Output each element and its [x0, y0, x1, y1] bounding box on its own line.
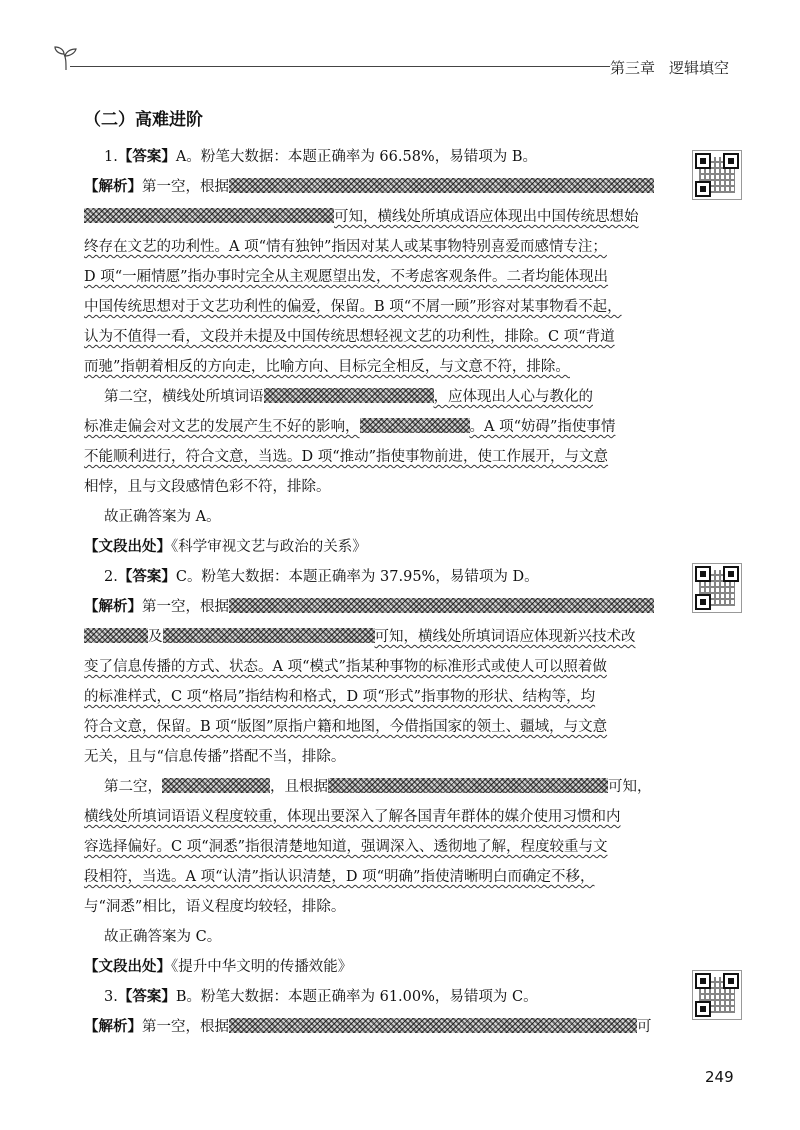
text: 可知，横线处所填成语应体现出中国传统思想始 [334, 209, 639, 225]
answer-tag: 【答案】 [117, 989, 176, 1005]
text: 的标准样式，C 项“格局”指结构和格式，D 项“形式”指事物的形状、结构等，均 [84, 689, 596, 705]
source-title: 《提升中华文明的传播效能》 [171, 959, 353, 975]
q1-answer-text: A。粉笔大数据：本题正确率为 66.58%，易错项为 B。 [175, 149, 537, 165]
redacted-text [229, 598, 654, 613]
source-tag: 【文段出处】 [84, 959, 171, 975]
q3-answer-line [84, 982, 660, 1012]
chapter-title: 逻辑填空 [669, 59, 730, 77]
text: D 项“一厢情愿”指办事时完全从主观愿望出发，不考虑客观条件。二者均能体现出 [84, 269, 609, 285]
redacted-text [84, 628, 148, 643]
source-title: 《科学审视文艺与政治的关系》 [171, 539, 367, 555]
q1-analysis-line [84, 172, 660, 202]
text-line [84, 652, 660, 682]
qr-finder [723, 566, 739, 582]
text: 变了信息传播的方式、状态。A 项“模式”指某种事物的标准形式或使人可以照着做 [84, 659, 607, 675]
text: 符合文意，保留。B 项“版图”原指户籍和地图，今借指国家的领土、疆域，与文意 [84, 719, 608, 735]
running-header [610, 57, 743, 78]
text-line [84, 232, 660, 262]
analysis-tag: 【解析】 [84, 179, 142, 195]
text: 而驰”指朝着相反的方向走，比喻方向、目标完全相反，与文意不符，排除。 [84, 359, 570, 375]
text: 第一空，根据 [142, 599, 229, 615]
sprout-icon [52, 44, 80, 72]
section-title: （二）高难进阶 [84, 110, 203, 130]
text: 可知，横线处所填词语应体现新兴技术改 [374, 629, 636, 645]
chapter-number: 第三章 [610, 59, 656, 77]
q3-analysis-line [84, 1012, 660, 1042]
redacted-text [229, 1018, 637, 1033]
analysis-tag: 【解析】 [84, 1019, 142, 1035]
source-tag: 【文段出处】 [84, 539, 171, 555]
redacted-text [264, 388, 434, 403]
text-line [84, 382, 660, 412]
qr-code-q3[interactable] [692, 970, 742, 1020]
q2-analysis-line [84, 592, 660, 622]
text: 段相符，当选。A 项“认清”指认识清楚，D 项“明确”指使清晰明白而确定不移， [84, 869, 595, 885]
text: 中国传统思想对于文艺功利性的偏爱，保留。B 项“不屑一顾”形容对某事物看不起， [84, 299, 622, 315]
text: 不能顺利进行，符合文意，当选。D 项“推动”指使事物前进，使工作展开，与文意 [84, 449, 609, 465]
text: 与“洞悉”相比，语义程度均较轻，排除。 [84, 899, 346, 915]
text-line [84, 682, 660, 712]
answer-tag: 【答案】 [117, 569, 176, 585]
qr-code-q2[interactable] [692, 563, 742, 613]
text-line [84, 202, 660, 232]
q2-source-line [84, 952, 660, 982]
qr-finder [695, 153, 711, 169]
qr-finder [723, 153, 739, 169]
text-line [84, 262, 660, 292]
text: 无关，且与“信息传播”搭配不当，排除。 [84, 749, 346, 765]
text-line [84, 352, 660, 382]
header-rule [70, 66, 610, 67]
text: 标准走偏会对文艺的发展产生不好的影响， [84, 419, 360, 435]
text: 认为不值得一看，文段并未提及中国传统思想轻视文艺的功利性，排除。C 项“背道 [84, 329, 615, 345]
qr-finder [695, 1001, 711, 1017]
text-line [84, 472, 660, 502]
answer-explanations [84, 142, 660, 1042]
q2-answer-text: C。粉笔大数据：本题正确率为 37.95%，易错项为 D。 [175, 569, 539, 585]
q2-conclusion: 故正确答案为 C。 [104, 929, 222, 945]
text: ，应体现出人心与教化的 [433, 389, 593, 405]
text-line [84, 442, 660, 472]
text-line [84, 412, 660, 442]
redacted-text [328, 778, 608, 793]
analysis-tag: 【解析】 [84, 599, 142, 615]
text-line [84, 832, 660, 862]
qr-finder [695, 181, 711, 197]
q1-source-line [84, 532, 660, 562]
q1-number: 1. [104, 149, 118, 165]
text-line [84, 892, 660, 922]
text: 相悖，且与文段感情色彩不符，排除。 [84, 479, 331, 495]
qr-finder [695, 594, 711, 610]
text-line [84, 802, 660, 832]
text-line [84, 712, 660, 742]
text-line [84, 292, 660, 322]
text: 横线处所填词语语义程度较重，体现出要深入了解各国青年群体的媒介使用习惯和内 [84, 809, 621, 825]
page-number: 249 [705, 1068, 734, 1086]
text: 终存在文艺的功利性。A 项“情有独钟”指因对某人或某事物特别喜爱而感情专注； [84, 239, 607, 255]
q1-conclusion: 故正确答案为 A。 [104, 509, 221, 525]
q2-number: 2. [104, 569, 118, 585]
text: ，且根据 [270, 779, 328, 795]
qr-code-q1[interactable] [692, 150, 742, 200]
text-line [84, 322, 660, 352]
text: 第一空，根据 [142, 1019, 229, 1035]
qr-finder [695, 566, 711, 582]
redacted-text [360, 418, 470, 433]
text-line [84, 862, 660, 892]
text: 可 [637, 1019, 652, 1035]
qr-finder [695, 973, 711, 989]
qr-finder [723, 973, 739, 989]
text: 。A 项“妨碍”指使事情 [469, 419, 616, 435]
redacted-text [229, 178, 654, 193]
q3-answer-text: B。粉笔大数据：本题正确率为 61.00%，易错项为 C。 [175, 989, 538, 1005]
text: 可知， [608, 779, 652, 795]
q2-answer-line [84, 562, 660, 592]
q1-answer-line [84, 142, 660, 172]
text: 及 [148, 629, 163, 645]
redacted-text [163, 628, 375, 643]
text: 第二空，横线处所填词语 [104, 389, 264, 405]
redacted-text [162, 778, 270, 793]
text: 第二空， [104, 779, 162, 795]
q3-number: 3. [104, 989, 118, 1005]
redacted-text [84, 208, 334, 223]
text-line [84, 742, 660, 772]
answer-tag: 【答案】 [117, 149, 176, 165]
text: 容选择偏好。C 项“洞悉”指很清楚地知道，强调深入、透彻地了解，程度较重与文 [84, 839, 608, 855]
text: 第一空，根据 [142, 179, 229, 195]
text-line [84, 772, 660, 802]
text-line [84, 622, 660, 652]
